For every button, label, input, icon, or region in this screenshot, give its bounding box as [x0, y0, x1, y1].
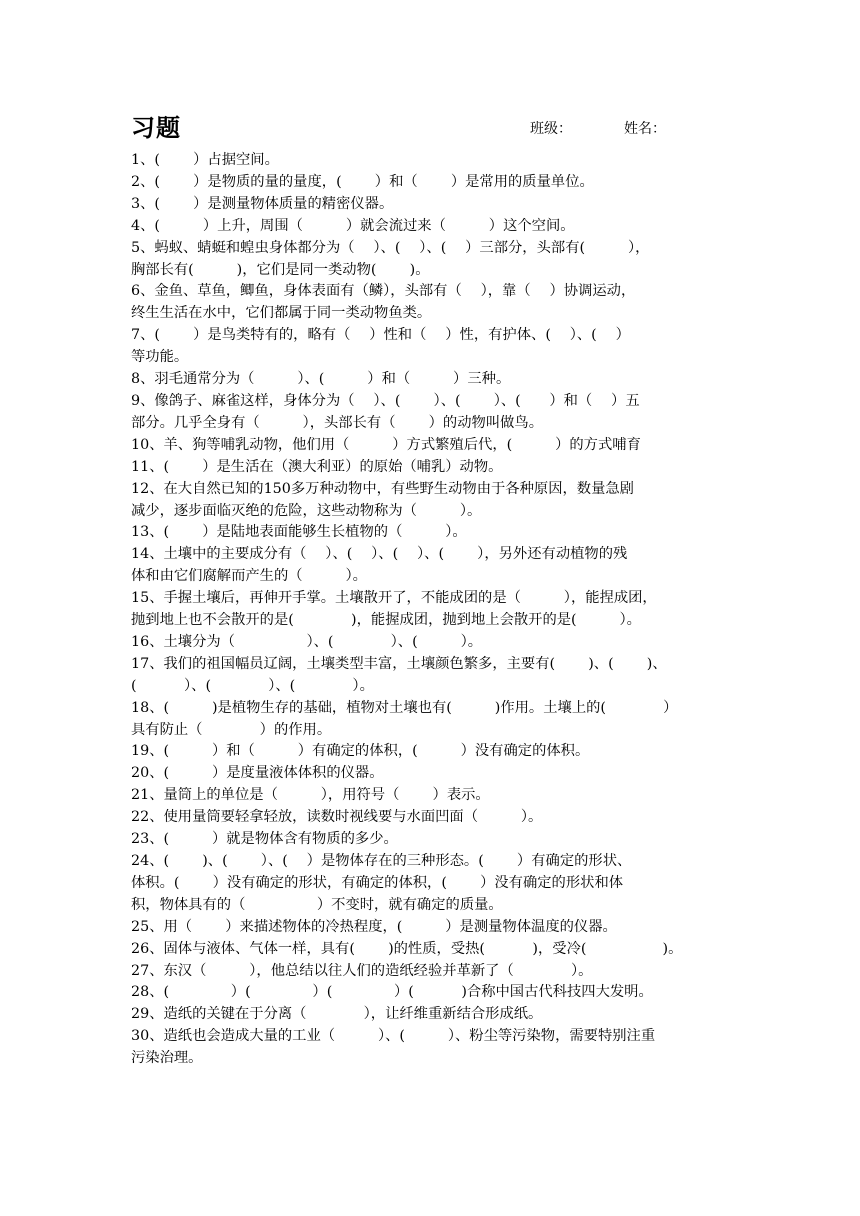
question-line: 4、( ）上升，周围（ ）就会流过来（ ）这个空间。: [131, 217, 575, 234]
question-line: 19、( ）和（ ）有确定的体积，( ）没有确定的体积。: [131, 743, 590, 760]
question-line: 等功能。: [131, 349, 189, 366]
question-line: 1、( ）占据空间。: [131, 152, 279, 168]
question-line: 27、东汉（ ），他总结以往人们的造纸经验并革新了（ ）。: [131, 962, 593, 979]
name-label: 姓名：: [624, 121, 666, 137]
question-line: 2、( ）是物质的量的量度，( ）和（ ）是常用的质量单位。: [131, 173, 594, 190]
question-line: 18、( )是植物生存的基础，植物对土壤也有( )作用。土壤上的( ）: [131, 699, 678, 716]
question-line: 积，物体具有的（ ）不变时，就有确定的质量。: [131, 896, 503, 913]
question-line: 9、像鸽子、麻雀这样，身体分为（ ）、( ）、( ）、( ）和（ ）五: [131, 392, 640, 409]
question-line: 28、( ）( ）( ）( )合称中国古代科技四大发明。: [131, 984, 653, 1001]
question-list: [131, 150, 731, 1070]
question-line: 6、金鱼、草鱼，鲫鱼，身体表面有（鳞），头部有（ ），靠（ ）协调运动，: [131, 283, 636, 300]
question-line: 部分。几乎全身有（ ），头部长有（ ）的动物叫做鸟。: [131, 414, 544, 431]
question-line: 17、我们的祖国幅员辽阔，土壤类型丰富，土壤颜色繁多，主要有( )、( )、: [131, 655, 667, 672]
question-line: 21、量筒上的单位是（ ），用符号（ ）表示。: [131, 787, 490, 804]
page-title: 习题: [131, 114, 181, 142]
question-line: 具有防止（ ）的作用。: [131, 721, 332, 738]
question-line: 26、固体与液体、气体一样，具有( )的性质，受热( )，受冷( )。: [131, 940, 683, 957]
question-line: 胸部长有( )，它们是同一类动物( )。: [131, 261, 430, 278]
question-line: 7、( ）是鸟类特有的，略有（ ）性和（ ）性，有护体、( ）、( ）: [131, 327, 630, 344]
question-line: 15、手握土壤后，再伸开手掌。土壤散开了，不能成团的是（ ），能捏成团，: [131, 590, 657, 607]
question-line: ( ）、( ）、( ）。: [131, 677, 374, 694]
question-line: 24、( )、( ）、( ）是物体存在的三种形态。( ）有确定的形状、: [131, 853, 632, 869]
question-line: 3、( ）是测量物体质量的精密仪器。: [131, 195, 394, 212]
question-line: 23、( ）就是物体含有物质的多少。: [131, 831, 398, 848]
question-line: 25、用（ ）来描述物体的冷热程度，( ）是测量物体温度的仪器。: [131, 918, 617, 935]
question-line: 20、( ）是度量液体体积的仪器。: [131, 765, 384, 782]
question-line: 减少，逐步面临灭绝的危险，这些动物称为（ ）。: [131, 502, 482, 519]
question-line: 抛到地上也不会散开的是( )，能握成团，抛到地上会散开的是( ）。: [131, 612, 641, 629]
question-line: 终生生活在水中，它们都属于同一类动物鱼类。: [131, 305, 432, 322]
question-line: 14、土壤中的主要成分有（ ）、( ）、( ）、( ），另外还有动植物的残: [131, 546, 628, 563]
question-line: 29、造纸的关键在于分离（ ），让纤维重新结合形成纸。: [131, 1006, 543, 1023]
question-line: 13、( ）是陆地表面能够生长植物的（ ）。: [131, 524, 467, 541]
question-line: 污染治理。: [131, 1050, 203, 1067]
question-line: 体积。( ）没有确定的形状，有确定的体积，( ）没有确定的形状和体: [131, 874, 624, 891]
question-line: 12、在大自然已知的150多万种动物中，有些野生动物由于各种原因，数量急剧: [131, 480, 634, 497]
question-line: 8、羽毛通常分为（ ）、( ）和（ ）三种。: [131, 371, 511, 388]
question-line: 22、使用量筒要轻拿轻放，读数时视线要与水面凹面（ ）。: [131, 809, 543, 826]
class-label: 班级：: [530, 121, 572, 137]
question-line: 16、土壤分为（ ）、( ）、( ）。: [131, 633, 483, 650]
question-line: 体和由它们腐解而产生的（ ）。: [131, 568, 367, 585]
question-line: 30、造纸也会造成大量的工业（ ）、( ）、粉尘等污染物，需要特别注重: [131, 1028, 656, 1045]
question-line: 10、羊、狗等哺乳动物，他们用（ ）方式繁殖后代，( ）的方式哺育: [131, 436, 641, 453]
question-line: 11、( ）是生活在（澳大利亚）的原始（哺乳）动物。: [131, 458, 503, 475]
worksheet-header: [131, 112, 731, 146]
question-line: 5、蚂蚁、蜻蜓和蝗虫身体都分为（ ）、( ）、( ）三部分，头部有( ），: [131, 239, 650, 256]
